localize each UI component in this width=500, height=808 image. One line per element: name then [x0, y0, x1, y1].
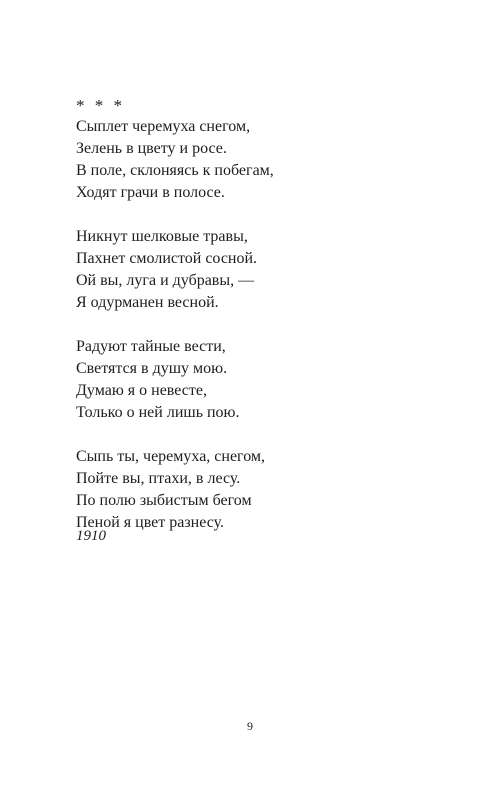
- poem-line: В поле, склоняясь к побегам,: [76, 162, 274, 179]
- poem-line: Пахнет смолистой сосной.: [76, 250, 258, 267]
- poem-line: Зелень в цвету и росе.: [76, 140, 227, 157]
- stanza-2: [76, 226, 456, 314]
- poem-line: Ходят грачи в полосе.: [76, 184, 225, 201]
- poem-line: Пеной я цвет разнесу.: [76, 514, 225, 531]
- poem-line: Сыплет черемуха снегом,: [76, 118, 251, 135]
- stanza-1: [76, 116, 456, 204]
- stanza-3: [76, 336, 456, 424]
- poem-date: 1910: [76, 528, 106, 544]
- poem-line: Никнут шелковые травы,: [76, 228, 248, 245]
- poem-line: Думаю я о невесте,: [76, 382, 207, 399]
- poem-ornament: * * *: [76, 96, 125, 115]
- poem-line: Пойте вы, птахи, в лесу.: [76, 470, 241, 487]
- poem: [76, 96, 456, 556]
- page-number: 9: [247, 719, 253, 733]
- poem-line: Только о ней лишь пою.: [76, 404, 240, 421]
- poem-line: Сыпь ты, черемуха, снегом,: [76, 448, 266, 465]
- poem-line: Ой вы, луга и дубравы, —: [76, 272, 255, 289]
- poem-line: По полю зыбистым бегом: [76, 492, 252, 509]
- poem-line: Радуют тайные вести,: [76, 338, 226, 355]
- poem-line: Светятся в душу мою.: [76, 360, 228, 377]
- poem-line: Я одурманен весной.: [76, 294, 219, 311]
- stanza-4: [76, 446, 456, 534]
